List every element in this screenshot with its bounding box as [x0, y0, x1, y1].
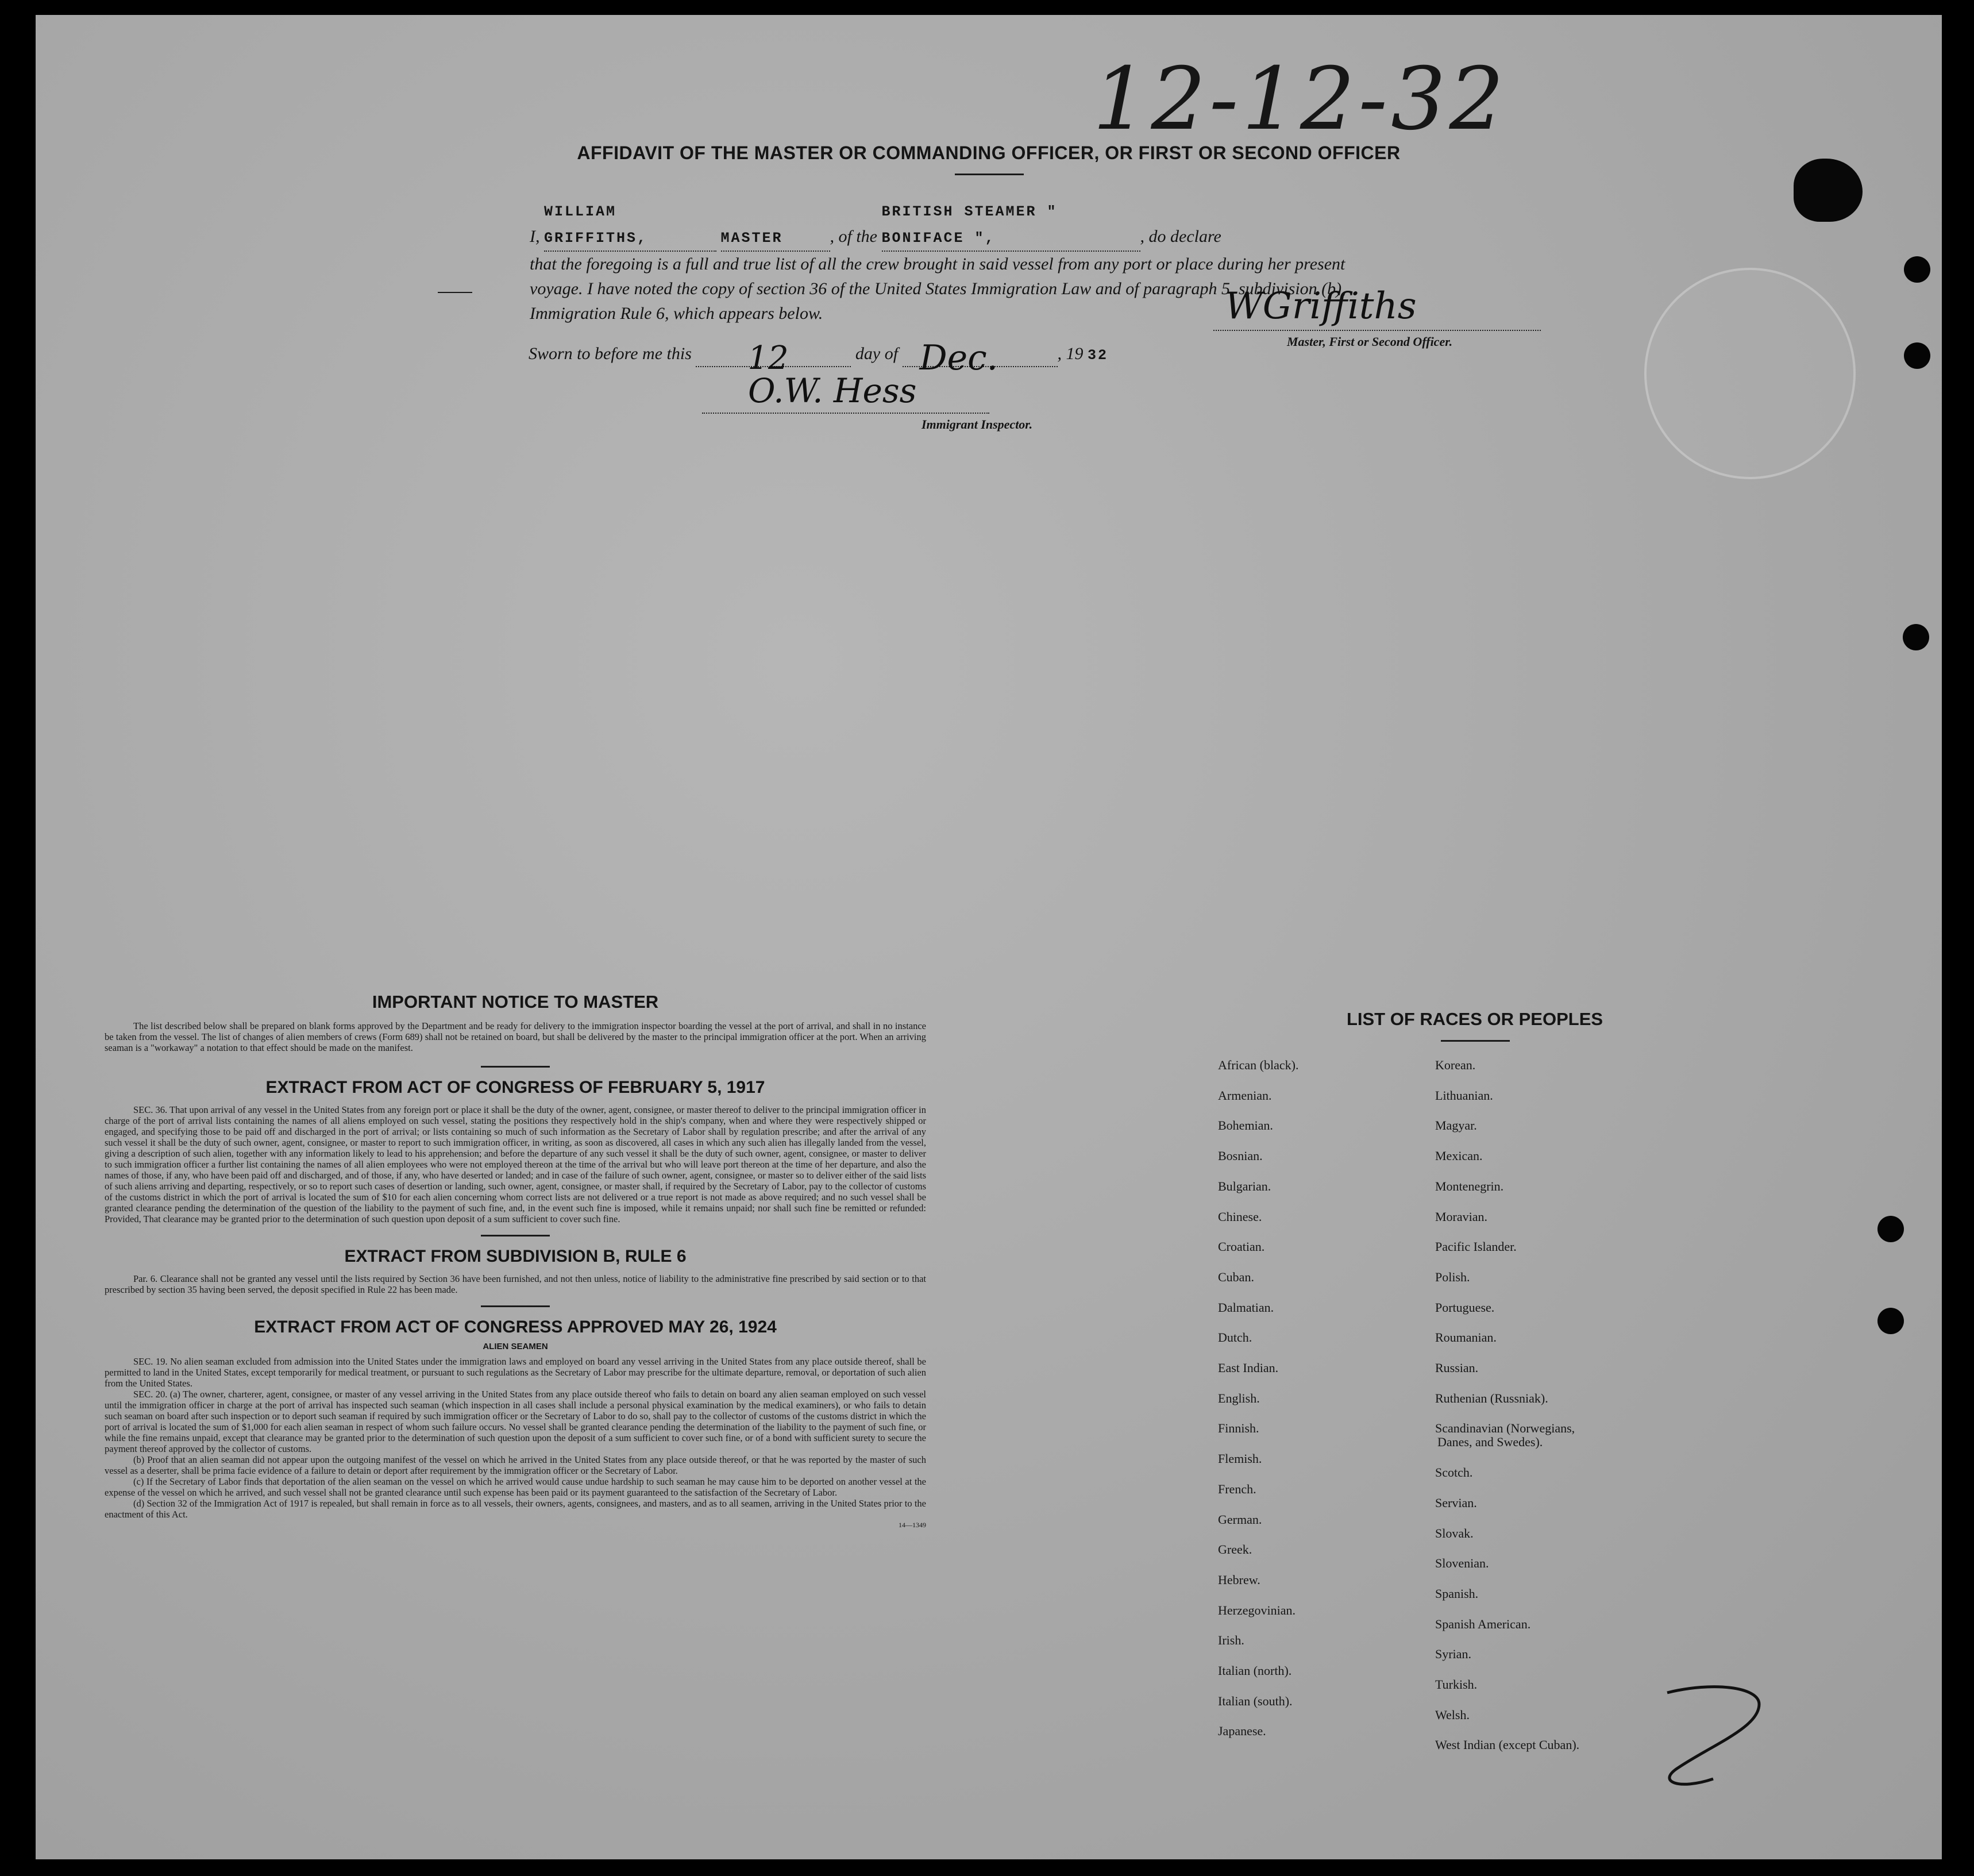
- ink-blot: [1794, 159, 1863, 222]
- affidavit-title: AFFIDAVIT OF THE MASTER OR COMMANDING OFFICER, OR FIRST OR SECOND OFFICER: [577, 142, 1401, 163]
- inspector-signature: O.W. Hess: [748, 371, 917, 410]
- vessel-name: BRITISH STEAMER " BONIFACE ",: [881, 203, 1058, 246]
- race-item: Pacific Islander.: [1435, 1239, 1517, 1254]
- race-item: Montenegrin.: [1435, 1178, 1504, 1193]
- race-item: Slovenian.: [1435, 1556, 1489, 1571]
- race-item: Roumanian.: [1435, 1330, 1497, 1345]
- race-item: Japanese.: [1218, 1724, 1266, 1739]
- divider: [481, 1305, 550, 1307]
- affidavit-line-3: voyage. I have noted the copy of section 36 of the United States Immigration Law and of paragraph 5, subdivision (b),: [530, 279, 1346, 298]
- race-item: Servian.: [1435, 1495, 1477, 1510]
- race-item: Mexican.: [1435, 1149, 1483, 1164]
- race-item: Herzegovinian.: [1218, 1603, 1296, 1617]
- form-number: 14—1349: [899, 1521, 926, 1529]
- race-item: Syrian.: [1435, 1647, 1471, 1662]
- races-divider: [1441, 1040, 1510, 1042]
- race-item: Italian (south).: [1218, 1693, 1293, 1708]
- affidavit-line-2: that the foregoing is a full and true list of all the crew brought in said vessel from any port or place during her present: [530, 255, 1345, 273]
- race-item: Korean.: [1435, 1058, 1476, 1072]
- title-divider: [955, 174, 1024, 175]
- legal-notices: [105, 992, 926, 1530]
- race-item: German.: [1218, 1512, 1262, 1527]
- race-item: Greek.: [1218, 1542, 1252, 1557]
- sec-20c: (c) If the Secretary of Labor finds that deportation of the alien seaman on the vessel on which he arrived would cause undue hardship to such seaman he may cause him to be deported on another vessel at the expense of the vessel on which he arrived, and such vessel shall not be granted clearance until such expense has been paid or its payment guaranteed to the satisfaction of the Secretary of Labor.: [105, 1476, 926, 1498]
- master-signature-line: [1213, 330, 1541, 331]
- race-item: Finnish.: [1218, 1421, 1259, 1436]
- race-item: Spanish.: [1435, 1586, 1479, 1601]
- race-item: Bosnian.: [1218, 1149, 1263, 1164]
- master-signature-caption: Master, First or Second Officer.: [1287, 334, 1453, 349]
- race-item: Dutch.: [1218, 1330, 1252, 1345]
- race-item: Spanish American.: [1435, 1616, 1531, 1631]
- race-item: West Indian (except Cuban).: [1435, 1738, 1580, 1752]
- punch-hole: [1877, 1308, 1904, 1334]
- race-item: Welsh.: [1435, 1707, 1470, 1722]
- punch-hole: [1903, 624, 1929, 650]
- inspector-signature-line: [702, 413, 989, 414]
- affidavit-line-1: I, WILLIAM GRIFFITHS, MASTER , of the BRITISH STEAMER " BONIFACE ", , do declare: [530, 198, 1575, 252]
- race-item: Dalmatian.: [1218, 1300, 1274, 1315]
- race-item: Ruthenian (Russniak).: [1435, 1390, 1548, 1405]
- extract-1917-heading: EXTRACT FROM ACT OF CONGRESS OF FEBRUARY 5, 1917: [265, 1078, 765, 1097]
- extract-1924-text: [105, 1356, 926, 1520]
- sworn-month: Dec.: [919, 338, 998, 378]
- punch-hole: [1904, 342, 1930, 369]
- extract-rule6-heading: EXTRACT FROM SUBDIVISION B, RULE 6: [344, 1247, 687, 1266]
- master-name: WILLIAM GRIFFITHS,: [544, 203, 648, 246]
- divider: [481, 1235, 550, 1236]
- extract-rule6-text: Par. 6. Clearance shall not be granted any vessel until the lists required by Section 36 have been furnished, and not then unless, notice of liability to the administrative fine prescribed by said section or to that prescribed by section 35 having been served, the deposit specified in Rule 22 has been made.: [105, 1273, 926, 1295]
- race-item: Scotch.: [1435, 1465, 1473, 1480]
- race-item: Moravian.: [1435, 1209, 1488, 1224]
- race-item: Danes, and Swedes).: [1437, 1435, 1543, 1450]
- extract-1924-heading: EXTRACT FROM ACT OF CONGRESS APPROVED MAY 26, 1924: [254, 1318, 777, 1336]
- document-page: [36, 15, 1942, 1859]
- affidavit-body: [530, 198, 1575, 326]
- race-item: Bohemian.: [1218, 1118, 1273, 1133]
- affidavit-line-4: Immigration Rule 6, which appears below.: [530, 304, 823, 323]
- race-item: East Indian.: [1218, 1361, 1279, 1375]
- race-item: Portuguese.: [1435, 1300, 1495, 1315]
- sworn-day: 12: [747, 340, 789, 377]
- race-item: Cuban.: [1218, 1269, 1254, 1284]
- race-item: Turkish.: [1435, 1677, 1478, 1692]
- race-item: Hebrew.: [1218, 1572, 1260, 1587]
- race-item: Italian (north).: [1218, 1663, 1292, 1678]
- left-margin-mark: [438, 292, 472, 293]
- race-item: Polish.: [1435, 1269, 1470, 1284]
- alien-seamen-subheading: ALIEN SEAMEN: [483, 1342, 548, 1351]
- punch-hole: [1877, 1216, 1904, 1242]
- embossed-seal: [1644, 268, 1856, 479]
- sworn-year: 32: [1088, 347, 1109, 364]
- notice-heading: IMPORTANT NOTICE TO MASTER: [372, 992, 659, 1012]
- race-item: Irish.: [1218, 1633, 1244, 1648]
- master-rank: MASTER: [720, 230, 783, 246]
- handwritten-mark: [1644, 1681, 1794, 1796]
- race-item: Croatian.: [1218, 1239, 1265, 1254]
- race-item: English.: [1218, 1390, 1260, 1405]
- handwritten-date-stamp: 12-12-32: [1093, 49, 1508, 149]
- race-item: Russian.: [1435, 1361, 1479, 1375]
- race-item: Chinese.: [1218, 1209, 1262, 1224]
- race-item: Flemish.: [1218, 1451, 1262, 1466]
- sec-20d: (d) Section 32 of the Immigration Act of 1917 is repealed, but shall remain in force as to all vessels, their owners, agents, consignees, and masters, and as to all seamen, arriving in the United States prior to the enactment of this Act.: [105, 1498, 926, 1520]
- race-item: Slovak.: [1435, 1526, 1474, 1540]
- sec-20a: SEC. 20. (a) The owner, charterer, agent, consignee, or master of any vessel arriving in the United States from any place outside thereof who fails to detain on board any alien seaman employed on such vessel until the immigration officer in charge at the port of arrival has inspected such seaman (which inspection in all cases shall include a personal physical examination by the medical examiners), or who fails to detain such seaman on board after such inspection or to deport such seaman if required by such immigration officer or the Secretary of Labor to do so, shall pay to the collector of customs of the customs district in which the port of arrival is located the sum of $1,000 for each alien seaman in respect of whom such failure occurs. No vessel shall be granted clearance pending the determination of the liability to the payment of such fine, or while the fine remains unpaid, except that clearance may be granted prior to the determination of such question upon the deposit of a sum sufficient to cover such fine, or of a bond with sufficient surety to secure the payment thereof approved by the collector of customs.: [105, 1389, 926, 1454]
- race-item: Magyar.: [1435, 1118, 1477, 1133]
- punch-hole: [1904, 256, 1930, 283]
- divider: [481, 1066, 550, 1068]
- sec-19: SEC. 19. No alien seaman excluded from admission into the United States under the immigration laws and employed on board any vessel arriving in the United States from any place outside thereof, shall be permitted to land in the United States, except temporarily for medical treatment, or pursuant to such regulations as the Secretary of Labor may prescribe for the ultimate departure, removal, or deportation of such alien from the United States.: [105, 1356, 926, 1389]
- extract-1917-text: SEC. 36. That upon arrival of any vessel in the United States from any foreign port or place it shall be the duty of the owner, agent, consignee, or master thereof to deliver to the principal immigration officer in charge of the port of arrival lists containing the names of all aliens employed on such vessel, stating the positions they respectively hold in the ship's company, when and where they were respectively shipped or engaged, and specifying those to be paid off and discharged in the port of arrival; or lists containing so much of such information as the Secretary of Labor shall by regulation prescribe; and after the arrival of any such vessel it shall be the duty of such owner, agent, consignee, or master to report to such immigration officer, in writing, as soon as discovered, all cases in which any such alien has illegally landed from the vessel, giving a description of such alien, together with any information likely to lead to his apprehension; and before the departure of any such vessel it shall be the duty of such owner, agent, consignee, or master to deliver to such immigration officer a further list containing the names of all alien employees who were not employed thereon at the time of the arrival but who will leave port thereon at the time of her departure, and also the names of those, if any, who have been paid off and discharged, and of those, if any, who have deserted or landed; and in case of the failure of such owner, agent, consignee, or master so to deliver either of the said lists of such aliens arriving and departing, respectively, or so to report such cases of desertion or landing, such owner, agent, consignee, or master shall, if required by the Secretary of Labor, pay to the collector of customs of the customs district in which the port of arrival is located the sum of $10 for each alien concerning whom correct lists are not delivered or a true report is not made as above required; and no such vessel shall be granted clearance pending the determination of the question of the liability to the payment of such fine, and, in the event such fine is imposed, while it remains unpaid; nor shall such fine be remitted or refunded: Provided, That clearance may be granted prior to the determination of such question upon deposit of a sum sufficient to cover such fine.: [105, 1104, 926, 1224]
- master-signature: WGriffiths: [1225, 285, 1417, 328]
- race-item: Bulgarian.: [1218, 1178, 1271, 1193]
- races-heading: LIST OF RACES OR PEOPLES: [1346, 1009, 1603, 1029]
- sec-20b: (b) Proof that an alien seaman did not appear upon the outgoing manifest of the vessel on which he arrived in the United States from any place outside thereof, or that he was reported by the master of such vessel as a deserter, shall be prima facie evidence of a failure to detain or deport after requirement by the immigration officer or the Secretary of Labor.: [105, 1454, 926, 1476]
- notice-text: The list described below shall be prepared on blank forms approved by the Department and be ready for delivery to the immigration inspector boarding the vessel at the port of arrival, and shall in no instance be taken from the vessel. The list of changes of alien members of crews (Form 689) shall not be retained on board, but shall be delivered by the master to the principal immigration officer at the port. When an arriving seaman is a "workaway" a notation to that effect should be made on the manifest.: [105, 1020, 926, 1053]
- inspector-caption: Immigrant Inspector.: [922, 417, 1033, 432]
- race-item: French.: [1218, 1481, 1256, 1496]
- race-item: Lithuanian.: [1435, 1088, 1493, 1103]
- race-item: African (black).: [1218, 1058, 1299, 1072]
- race-item: Armenian.: [1218, 1088, 1272, 1103]
- sworn-line: Sworn to before me this 12 day of Dec. , 19 32: [529, 338, 1109, 378]
- race-item: Scandinavian (Norwegians,: [1435, 1421, 1575, 1436]
